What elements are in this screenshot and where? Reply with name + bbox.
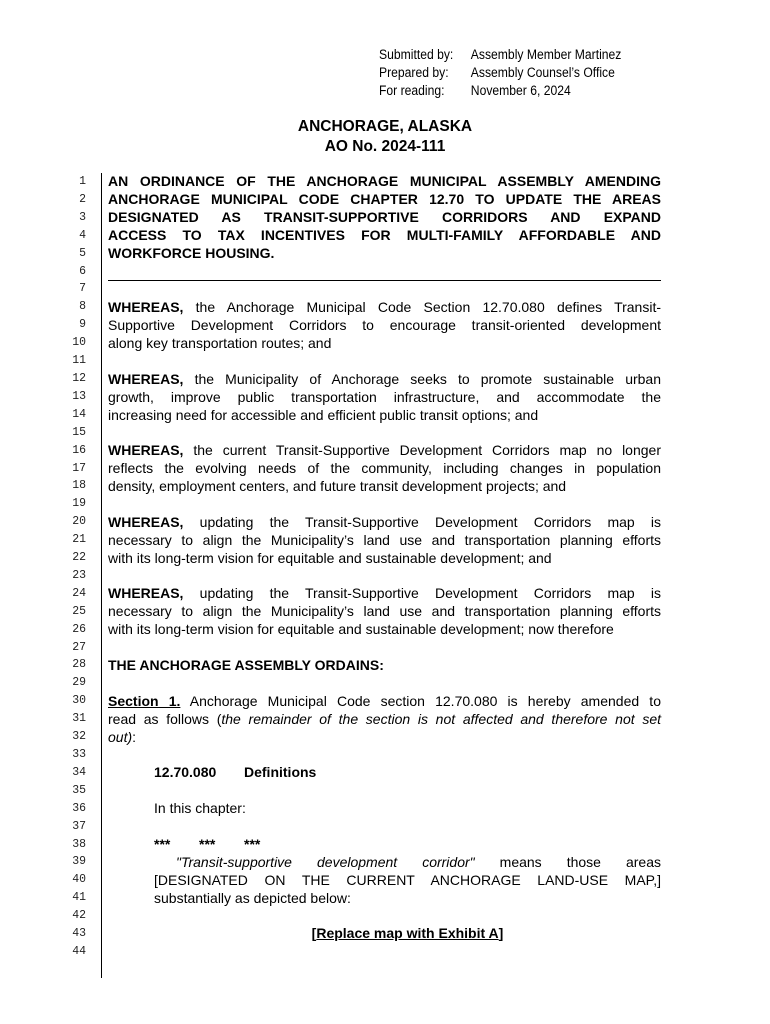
star-mark: *** xyxy=(154,835,171,852)
line-number: 1 xyxy=(79,175,86,188)
ordinance-title-line: ACCESS TO TAX INCENTIVES FOR MULTI-FAMILY AFFORDABLE AND xyxy=(108,226,661,243)
omission-stars xyxy=(108,836,661,854)
line-number: 31 xyxy=(72,712,86,726)
line-number: 44 xyxy=(72,944,86,958)
line-number: 35 xyxy=(72,783,86,797)
line-number: 42 xyxy=(72,909,86,923)
whereas-clause-5 xyxy=(108,585,661,639)
ordinance-title-line: WORKFORCE HOUSING. xyxy=(108,244,275,261)
line-number: 8 xyxy=(79,300,86,314)
ordinance-title xyxy=(108,173,661,262)
line-number: 28 xyxy=(72,658,86,672)
whereas-text: increasing need for accessible and efficient public transit options; and xyxy=(108,406,539,423)
prepared-by-label: Prepared by: xyxy=(379,65,449,80)
line-number: 40 xyxy=(72,873,86,887)
line-number: 37 xyxy=(72,819,86,833)
ordinance-title-line: AN ORDINANCE OF THE ANCHORAGE MUNICIPAL ASSEMBLY AMENDING xyxy=(108,173,661,189)
section-heading: Definitions xyxy=(244,764,317,781)
section-1-text: Anchorage Municipal Code section 12.70.080 is hereby amended to xyxy=(189,692,661,709)
section-1-text: : xyxy=(132,728,137,745)
line-number: 27 xyxy=(72,640,86,654)
whereas-text: necessary to align the Municipality’s land use and transportation planning efforts xyxy=(108,603,661,620)
whereas-word: WHEREAS, xyxy=(108,370,184,387)
bracket-open: [ xyxy=(311,925,317,942)
definition-paragraph xyxy=(108,854,661,908)
line-number: 16 xyxy=(72,443,86,457)
line-number: 25 xyxy=(72,604,86,618)
line-number: 32 xyxy=(72,730,86,744)
whereas-text: reflects the evolving needs of the community, including changes in population xyxy=(108,460,661,477)
line-number: 12 xyxy=(72,371,86,385)
line-number: 11 xyxy=(72,354,86,368)
line-number: 26 xyxy=(72,622,86,636)
line-number: 5 xyxy=(79,246,86,260)
section-1-text: read as follows ( xyxy=(108,710,222,727)
ordinance-title-line: ANCHORAGE MUNICIPAL CODE CHAPTER 12.70 TO UPDATE THE AREAS xyxy=(108,190,661,207)
for-reading-value: November 6, 2024 xyxy=(470,83,571,98)
margin-line xyxy=(101,173,102,978)
line-number: 43 xyxy=(72,927,86,941)
line-number: 22 xyxy=(72,551,86,565)
whereas-text: with its long-term vision for equitable and sustainable development; and xyxy=(108,549,552,566)
section-1-italic-text: the remainder of the section is not affected and therefore not set xyxy=(221,710,661,727)
line-number: 38 xyxy=(72,837,86,851)
prepared-by-row xyxy=(379,64,621,82)
section-1-italic-text: out) xyxy=(108,728,133,745)
line-number: 39 xyxy=(72,855,86,869)
line-number: 9 xyxy=(79,318,86,332)
bracket-close: ] xyxy=(498,925,504,942)
whereas-text: the Municipality of Anchorage seeks to promote sustainable urban xyxy=(194,370,662,387)
document-city-title: ANCHORAGE, ALASKA xyxy=(297,118,473,135)
whereas-text: along key transportation routes; and xyxy=(108,335,332,352)
ordinance-number: AO No. 2024-111 xyxy=(324,138,446,155)
whereas-text: necessary to align the Municipality’s land use and transportation planning efforts xyxy=(108,531,661,548)
line-number: 33 xyxy=(72,748,86,761)
whereas-text: growth, improve public transportation infrastructure, and accommodate the xyxy=(108,388,661,405)
line-number: 2 xyxy=(79,192,86,206)
line-number: 24 xyxy=(72,586,86,600)
whereas-clause-2 xyxy=(108,371,661,425)
ordains-heading: THE ANCHORAGE ASSEMBLY ORDAINS: xyxy=(108,657,384,674)
line-number: 23 xyxy=(72,568,86,582)
whereas-clause-1 xyxy=(108,299,661,353)
submission-header xyxy=(379,46,621,100)
whereas-clause-4 xyxy=(108,514,661,568)
line-number: 4 xyxy=(79,228,86,242)
deleted-text: [DESIGNATED ON THE CURRENT ANCHORAGE LAND-USE MAP,] xyxy=(154,871,661,888)
line-number: 30 xyxy=(72,694,86,708)
line-number: 18 xyxy=(72,479,86,493)
whereas-text: updating the Transit-Supportive Development Corridors map is xyxy=(199,585,662,602)
whereas-text: the Anchorage Municipal Code Section 12.70.080 defines Transit- xyxy=(195,299,661,316)
line-number: 15 xyxy=(72,425,86,439)
whereas-text: with its long-term vision for equitable and sustainable development; now therefore xyxy=(108,621,614,638)
whereas-text: the current Transit-Supportive Development Corridors map no longer xyxy=(193,442,661,459)
exhibit-placeholder xyxy=(108,925,661,943)
line-number: 19 xyxy=(72,497,86,511)
prepared-by-value: Assembly Counsel’s Office xyxy=(470,65,615,80)
line-number: 17 xyxy=(72,461,86,475)
line-number: 20 xyxy=(72,515,86,529)
line-number: 29 xyxy=(72,676,86,690)
submitted-by-row xyxy=(379,46,621,64)
line-number: 10 xyxy=(72,336,86,350)
whereas-text: updating the Transit-Supportive Development Corridors map is xyxy=(199,513,662,530)
submitted-by-label: Submitted by: xyxy=(379,47,454,62)
whereas-word: WHEREAS, xyxy=(108,513,184,530)
for-reading-row xyxy=(379,82,621,100)
defined-term: "Transit-supportive development corridor" xyxy=(176,853,475,870)
section-number: 12.70.080 xyxy=(154,764,217,781)
line-number: 13 xyxy=(72,389,86,403)
title-divider xyxy=(108,262,661,281)
definition-text: means those areas xyxy=(499,853,661,870)
star-mark: *** xyxy=(244,835,261,852)
line-number: 41 xyxy=(72,891,86,905)
ordinance-title-line: DESIGNATED AS TRANSIT-SUPPORTIVE CORRIDORS AND EXPAND xyxy=(108,208,661,225)
whereas-text: Supportive Development Corridors to encourage transit-oriented development xyxy=(108,317,661,334)
whereas-word: WHEREAS, xyxy=(108,442,184,459)
for-reading-label: For reading: xyxy=(379,83,445,98)
whereas-text: density, employment centers, and future transit development projects; and xyxy=(108,478,567,495)
ordinance-body xyxy=(108,173,661,943)
line-number: 21 xyxy=(72,533,86,547)
star-mark: *** xyxy=(199,835,216,852)
whereas-clause-3 xyxy=(108,442,661,496)
whereas-word: WHEREAS, xyxy=(108,585,184,602)
whereas-word: WHEREAS, xyxy=(108,299,184,316)
line-numbers xyxy=(70,173,86,961)
line-number: 14 xyxy=(72,407,86,421)
definition-text: substantially as depicted below: xyxy=(154,889,351,906)
line-number: 36 xyxy=(72,801,86,815)
line-number: 3 xyxy=(79,210,86,224)
submitted-by-value: Assembly Member Martinez xyxy=(470,47,622,62)
chapter-intro: In this chapter: xyxy=(154,800,246,817)
replace-map-text: Replace map with Exhibit A xyxy=(316,925,499,942)
line-number: 6 xyxy=(79,264,86,278)
section-1 xyxy=(108,693,661,747)
definitions-heading xyxy=(108,764,661,782)
line-number: 34 xyxy=(72,765,86,779)
line-number: 7 xyxy=(79,282,86,296)
section-1-label: Section 1. xyxy=(108,692,181,709)
